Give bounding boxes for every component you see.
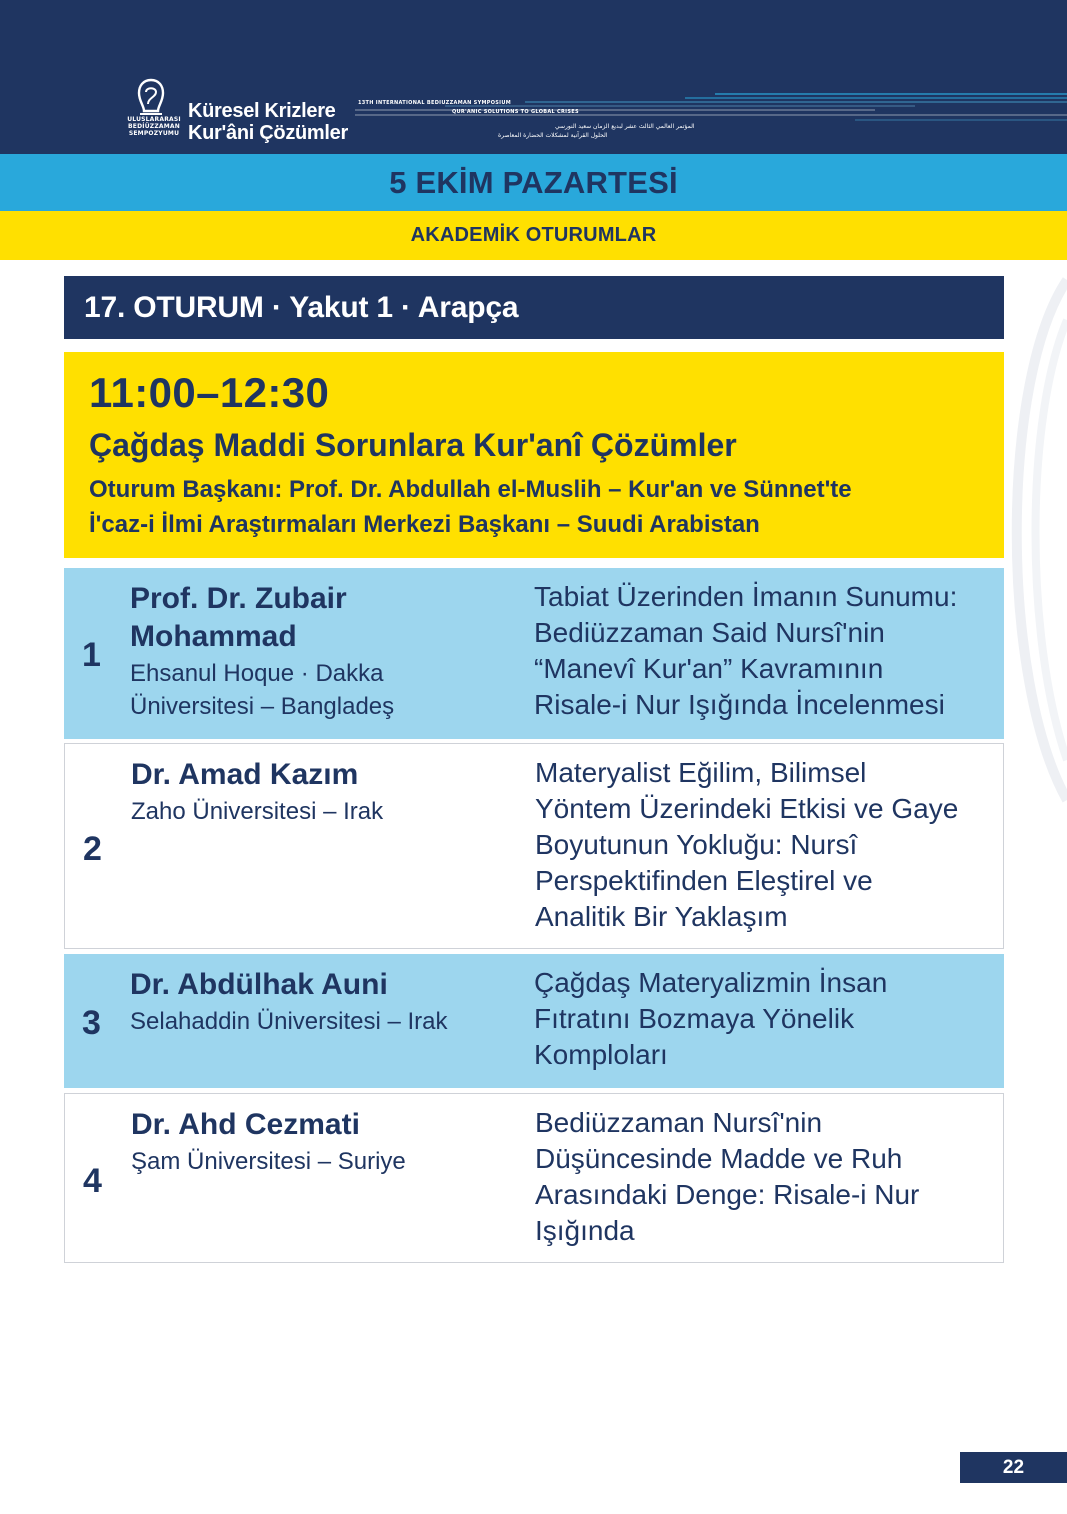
presenter-name bbox=[131, 1106, 481, 1144]
presenter-affiliation-line: Ehsanul Hoque · Dakka bbox=[130, 660, 384, 687]
sessions-band bbox=[0, 211, 1067, 260]
header-banner bbox=[0, 0, 1067, 154]
presentation-number: 1 bbox=[82, 636, 101, 674]
presentation-number: 4 bbox=[83, 1162, 102, 1200]
symposium-theme-en: QUR'ANIC SOLUTIONS TO GLOBAL CRISES bbox=[452, 109, 579, 115]
session-time: 11:00–12:30 bbox=[89, 369, 330, 416]
presentation-title-line: Materyalist Eğilim, Bilimsel bbox=[535, 757, 867, 788]
symposium-name-ar: المؤتمر العالمي الثالث عشر لبديع الزمان سعيد النورسي bbox=[555, 123, 695, 130]
presentation-title-line: “Manevî Kur'an” Kavramının bbox=[534, 653, 884, 684]
presentation-row bbox=[64, 1093, 1004, 1263]
decorative-stripes bbox=[355, 88, 1067, 128]
session-chair-line: İ'caz-i İlmi Araştırmaları Merkezi Başkanı – Suudi Arabistan bbox=[89, 511, 760, 538]
page-number: 22 bbox=[960, 1452, 1067, 1483]
presentation-title-line: Boyutunun Yokluğu: Nursî bbox=[535, 829, 858, 860]
logo-title bbox=[188, 100, 348, 144]
presentation-title bbox=[534, 579, 989, 723]
presentation-title bbox=[535, 1105, 990, 1249]
logo-caption-line: BEDİÜZZAMAN bbox=[128, 123, 180, 130]
presenter-name-line: Dr. Abdülhak Auni bbox=[130, 968, 388, 1001]
sessions-subtitle: AKADEMİK OTURUMLAR bbox=[410, 224, 657, 246]
day-band bbox=[0, 154, 1067, 211]
presentation-title-line: Komploları bbox=[534, 1039, 668, 1070]
logo-title-line: Kur'âni Çözümler bbox=[188, 122, 348, 144]
presenter-affiliation bbox=[131, 795, 481, 828]
presenter-name bbox=[130, 966, 480, 1004]
presentation-title-line: Tabiat Üzerinden İmanın Sunumu: bbox=[534, 581, 958, 612]
presentation-title-line: Fıtratını Bozmaya Yönelik bbox=[534, 1003, 855, 1034]
symposium-name-en: 13TH INTERNATIONAL BEDIUZZAMAN SYMPOSIUM bbox=[358, 100, 511, 106]
presenter-name bbox=[131, 756, 481, 794]
presenter-block bbox=[130, 966, 480, 1038]
presenter-block bbox=[131, 1106, 481, 1178]
presenter-affiliation bbox=[130, 657, 480, 723]
presenter-name-line: Mohammad bbox=[130, 620, 297, 653]
presentation-title-line: Çağdaş Materyalizmin İnsan bbox=[534, 967, 888, 998]
presentation-title-line: Bediüzzaman Said Nursî'nin bbox=[534, 617, 885, 648]
presenter-name bbox=[130, 580, 480, 656]
presentation-title bbox=[535, 755, 990, 935]
presenter-block bbox=[131, 756, 481, 828]
logo-caption bbox=[124, 116, 184, 137]
presentation-title-line: Analitik Bir Yaklaşım bbox=[535, 901, 788, 932]
session-topic: Çağdaş Maddi Sorunlara Kur'anî Çözümler bbox=[89, 427, 737, 463]
presentation-title-line: Risale-i Nur Işığında İncelenmesi bbox=[534, 689, 945, 720]
presenter-name-line: Prof. Dr. Zubair bbox=[130, 582, 347, 615]
presentation-title-line: Düşüncesinde Madde ve Ruh bbox=[535, 1143, 903, 1174]
presenter-affiliation bbox=[131, 1145, 481, 1178]
presentation-number: 3 bbox=[82, 1004, 101, 1042]
logo-caption-line: SEMPOZYUMU bbox=[128, 130, 180, 137]
presentation-title bbox=[534, 965, 989, 1073]
presentation-title-line: Bediüzzaman Nursî'nin bbox=[535, 1107, 823, 1138]
presenter-affiliation-line: Üniversitesi – Bangladeş bbox=[130, 693, 395, 720]
session-label: 17. OTURUM · Yakut 1 · Arapça bbox=[84, 290, 519, 324]
day-title: 5 EKİM PAZARTESİ bbox=[389, 164, 678, 200]
presentation-title-line: Yöntem Üzerindeki Etkisi ve Gaye bbox=[535, 793, 959, 824]
session-chair bbox=[89, 472, 980, 542]
presentation-title-line: Arasındaki Denge: Risale-i Nur bbox=[535, 1179, 920, 1210]
presenter-name-line: Dr. Amad Kazım bbox=[131, 758, 359, 791]
session-header bbox=[64, 276, 1004, 339]
session-chair-line: Oturum Başkanı: Prof. Dr. Abdullah el-Muslih – Kur'an ve Sünnet'te bbox=[89, 476, 852, 503]
presentation-row bbox=[64, 568, 1004, 739]
session-info bbox=[64, 352, 1004, 558]
presenter-affiliation-line: Şam Üniversitesi – Suriye bbox=[131, 1148, 406, 1175]
logo-caption-line: ULUSLARARASI bbox=[127, 116, 181, 123]
presenter-affiliation bbox=[130, 1005, 480, 1038]
symposium-emblem-icon bbox=[134, 78, 168, 116]
presentation-number: 2 bbox=[83, 830, 102, 868]
presenter-affiliation-line: Zaho Üniversitesi – Irak bbox=[131, 798, 384, 825]
presentation-row bbox=[64, 954, 1004, 1088]
presenter-affiliation-line: Selahaddin Üniversitesi – Irak bbox=[130, 1008, 448, 1035]
presentation-title-line: Işığında bbox=[535, 1215, 635, 1246]
presenter-block bbox=[130, 580, 480, 723]
presenter-name-line: Dr. Ahd Cezmati bbox=[131, 1108, 360, 1141]
presentation-row bbox=[64, 743, 1004, 949]
presentation-title-line: Perspektifinden Eleştirel ve bbox=[535, 865, 873, 896]
symposium-theme-ar: الحلول القرآنية لمشكلات الحضارة المعاصرة bbox=[498, 132, 608, 139]
logo-title-line: Küresel Krizlere bbox=[188, 100, 336, 122]
